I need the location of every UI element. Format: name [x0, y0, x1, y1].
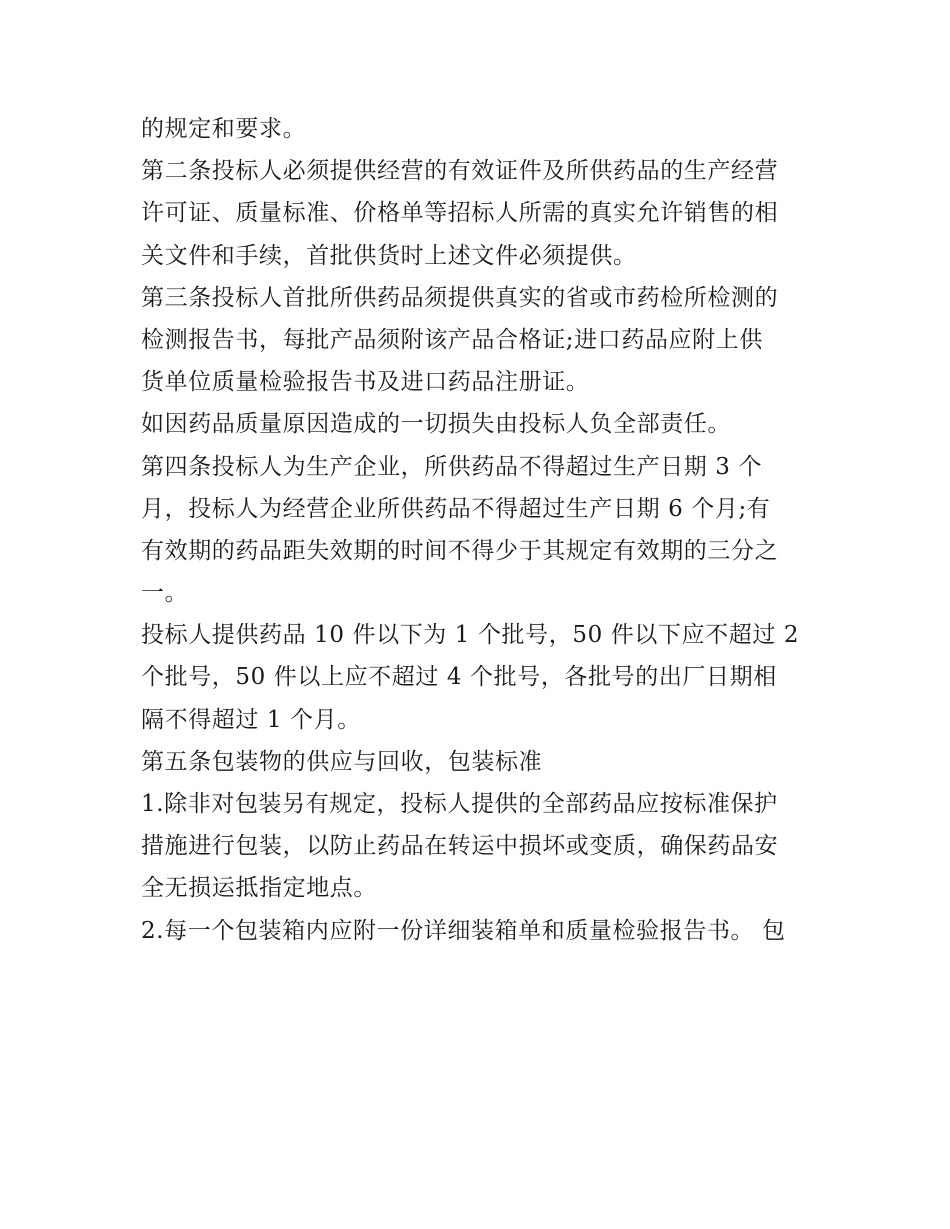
text-line: 措施进行包装，以防止药品在转运中损坏或变质，确保药品安 — [141, 833, 779, 860]
text-line: 第五条包装物的供应与回收，包装标准 — [141, 748, 543, 775]
text-line: 1.除非对包装另有规定，投标人提供的全部药品应按标准保护 — [141, 791, 778, 817]
text-line: 的规定和要求。 — [141, 116, 307, 142]
text-line: 一。 — [141, 580, 189, 607]
text-line: 第二条投标人必须提供经营的有效证件及所供药品的生产经营 — [141, 158, 779, 185]
text-line: 第三条投标人首批所供药品须提供真实的省或市药检所检测的 — [141, 284, 779, 311]
text-line: 关文件和手续，首批供货时上述文件必须提供。 — [141, 242, 637, 269]
text-line: 月，投标人为经营企业所供药品不得超过生产日期 6 个月;有 — [141, 495, 771, 522]
text-line: 货单位质量检验报告书及进口药品注册证。 — [141, 369, 590, 396]
text-line: 检测报告书，每批产品须附该产品合格证;进口药品应附上供 — [141, 326, 763, 353]
text-line: 许可证、质量标准、价格单等招标人所需的真实允许销售的相 — [141, 200, 779, 227]
text-line: 如因药品质量原因造成的一切损失由投标人负全部责任。 — [141, 411, 731, 438]
text-line: 投标人提供药品 10 件以下为 1 个批号，50 件以下应不超过 2 — [141, 622, 800, 649]
text-line: 全无损运抵指定地点。 — [141, 875, 377, 902]
text-line: 有效期的药品距失效期的时间不得少于其规定有效期的三分之 — [141, 537, 779, 564]
text-line: 隔不得超过 1 个月。 — [141, 706, 361, 733]
text-line: 2.每一个包装箱内应附一份详细装箱单和质量检验报告书。 包 — [141, 917, 786, 944]
text-line: 第四条投标人为生产企业，所供药品不得超过生产日期 3 个 — [141, 453, 763, 480]
document-body — [141, 108, 821, 952]
text-line: 个批号，50 件以上应不超过 4 个批号，各批号的出厂日期相 — [141, 664, 777, 691]
